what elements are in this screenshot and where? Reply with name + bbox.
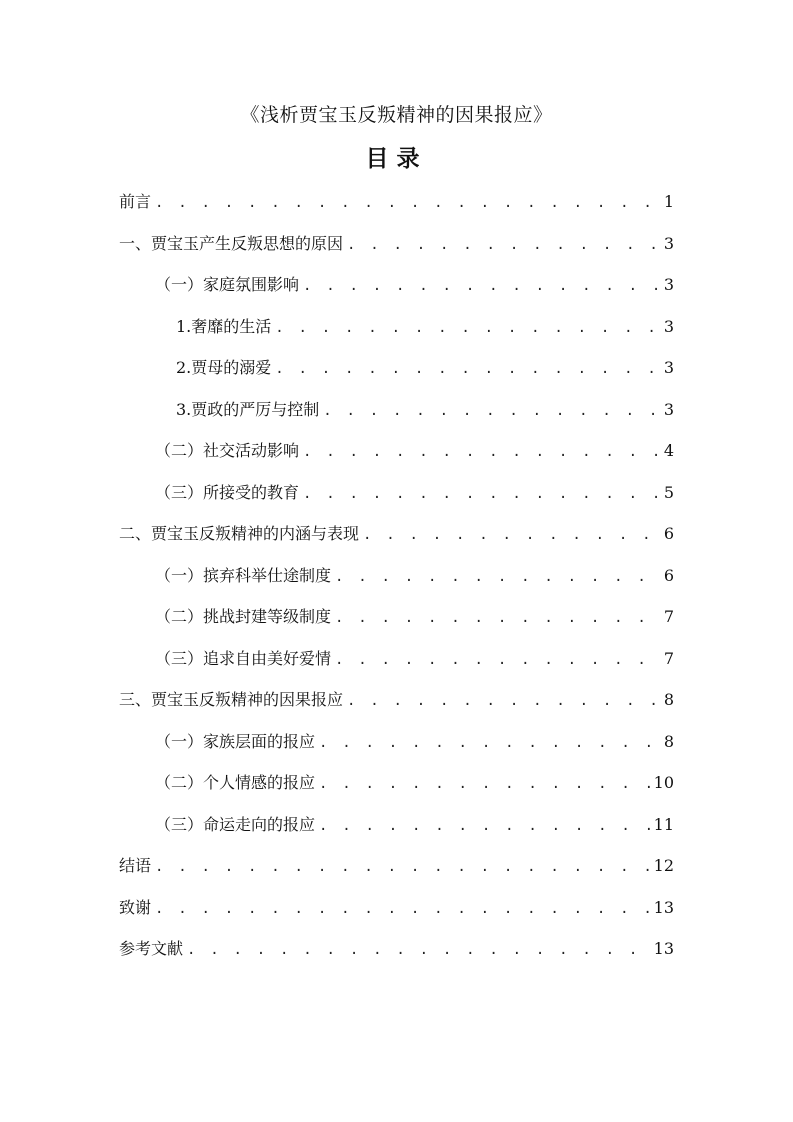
toc-entry[interactable] — [119, 811, 674, 853]
toc-entry[interactable] — [119, 769, 674, 811]
toc-entry-label: 一、贾宝玉产生反叛思想的原因 — [119, 233, 344, 253]
document-title: 《浅析贾宝玉反叛精神的因果报应》 — [240, 104, 553, 126]
toc-entry[interactable] — [119, 230, 674, 272]
toc-entry-page: 13 — [653, 897, 674, 917]
toc-dot-leader — [319, 812, 650, 840]
toc-heading: 目录 — [365, 145, 428, 172]
toc-entry[interactable] — [119, 686, 674, 728]
toc-dot-leader — [155, 189, 660, 217]
toc-entry-page: 12 — [653, 856, 674, 875]
toc-dot-leader — [319, 729, 660, 757]
toc-entry-page: 6 — [663, 565, 674, 585]
toc-entry-label: 2.贾母的溺爱 — [176, 358, 272, 377]
toc-entry[interactable] — [119, 894, 674, 936]
toc-entry-label: （一）家族层面的报应 — [155, 731, 316, 751]
toc-entry-label: （二）社交活动影响 — [155, 441, 300, 460]
toc-dot-leader — [335, 646, 660, 674]
toc-entry-page: 7 — [663, 607, 674, 626]
toc-entry[interactable] — [119, 396, 674, 438]
toc-entry[interactable] — [119, 520, 674, 562]
toc-entry-page: 3 — [663, 275, 674, 294]
toc-entry-label: 三、贾宝玉反叛精神的因果报应 — [119, 690, 344, 709]
toc-entry-page: 8 — [663, 690, 674, 709]
toc-entry-page: 11 — [653, 814, 674, 834]
toc-dot-leader — [155, 853, 650, 881]
toc-entry-label: 二、贾宝玉反叛精神的内涵与表现 — [119, 524, 360, 543]
toc-dot-leader — [303, 272, 660, 300]
toc-dot-leader — [303, 480, 660, 508]
toc-entry-page: 10 — [653, 773, 674, 792]
toc-entry-page: 4 — [663, 441, 674, 460]
toc-entry-label: （二）个人情感的报应 — [155, 773, 316, 792]
toc-entry-label: （一）摈弃科举仕途制度 — [155, 565, 332, 585]
table-of-contents — [119, 188, 674, 977]
toc-entry-label: 前言 — [119, 192, 152, 211]
toc-dot-leader — [319, 770, 650, 798]
toc-dot-leader — [275, 355, 660, 383]
toc-entry-page: 6 — [663, 524, 674, 543]
toc-entry[interactable] — [119, 728, 674, 770]
toc-entry[interactable] — [119, 313, 674, 355]
toc-entry-label: （三）追求自由美好爱情 — [155, 648, 332, 668]
toc-entry[interactable] — [119, 852, 674, 894]
toc-entry-page: 13 — [653, 939, 674, 958]
toc-entry-page: 7 — [663, 648, 674, 668]
toc-entry[interactable] — [119, 271, 674, 313]
toc-entry-label: 致谢 — [119, 897, 152, 917]
toc-dot-leader — [347, 231, 660, 259]
toc-dot-leader — [303, 438, 660, 466]
toc-entry-page: 3 — [663, 358, 674, 377]
toc-entry-page: 3 — [663, 316, 674, 336]
toc-dot-leader — [187, 936, 650, 964]
toc-entry-page: 1 — [663, 192, 674, 211]
toc-entry[interactable] — [119, 188, 674, 230]
toc-entry-label: 3.贾政的严厉与控制 — [176, 399, 320, 419]
toc-entry-label: （三）命运走向的报应 — [155, 814, 316, 834]
toc-dot-leader — [275, 314, 660, 342]
toc-entry[interactable] — [119, 479, 674, 521]
toc-entry[interactable] — [119, 562, 674, 604]
toc-entry-label: （三）所接受的教育 — [155, 482, 300, 502]
toc-dot-leader — [323, 397, 660, 425]
toc-dot-leader — [347, 687, 660, 715]
toc-dot-leader — [335, 563, 660, 591]
toc-entry-page: 5 — [663, 482, 674, 502]
toc-entry-page: 3 — [663, 233, 674, 253]
toc-entry[interactable] — [119, 603, 674, 645]
toc-entry[interactable] — [119, 354, 674, 396]
toc-entry-label: （二）挑战封建等级制度 — [155, 607, 332, 626]
toc-entry[interactable] — [119, 437, 674, 479]
toc-dot-leader — [335, 604, 660, 632]
toc-entry[interactable] — [119, 935, 674, 977]
toc-entry-label: 参考文献 — [119, 939, 184, 958]
toc-entry-label: 结语 — [119, 856, 152, 875]
toc-dot-leader — [155, 895, 650, 923]
toc-entry-page: 8 — [663, 731, 674, 751]
toc-entry-label: （一）家庭氛围影响 — [155, 275, 300, 294]
toc-entry-label: 1.奢靡的生活 — [176, 316, 272, 336]
toc-dot-leader — [363, 521, 660, 549]
toc-entry[interactable] — [119, 645, 674, 687]
toc-entry-page: 3 — [663, 399, 674, 419]
